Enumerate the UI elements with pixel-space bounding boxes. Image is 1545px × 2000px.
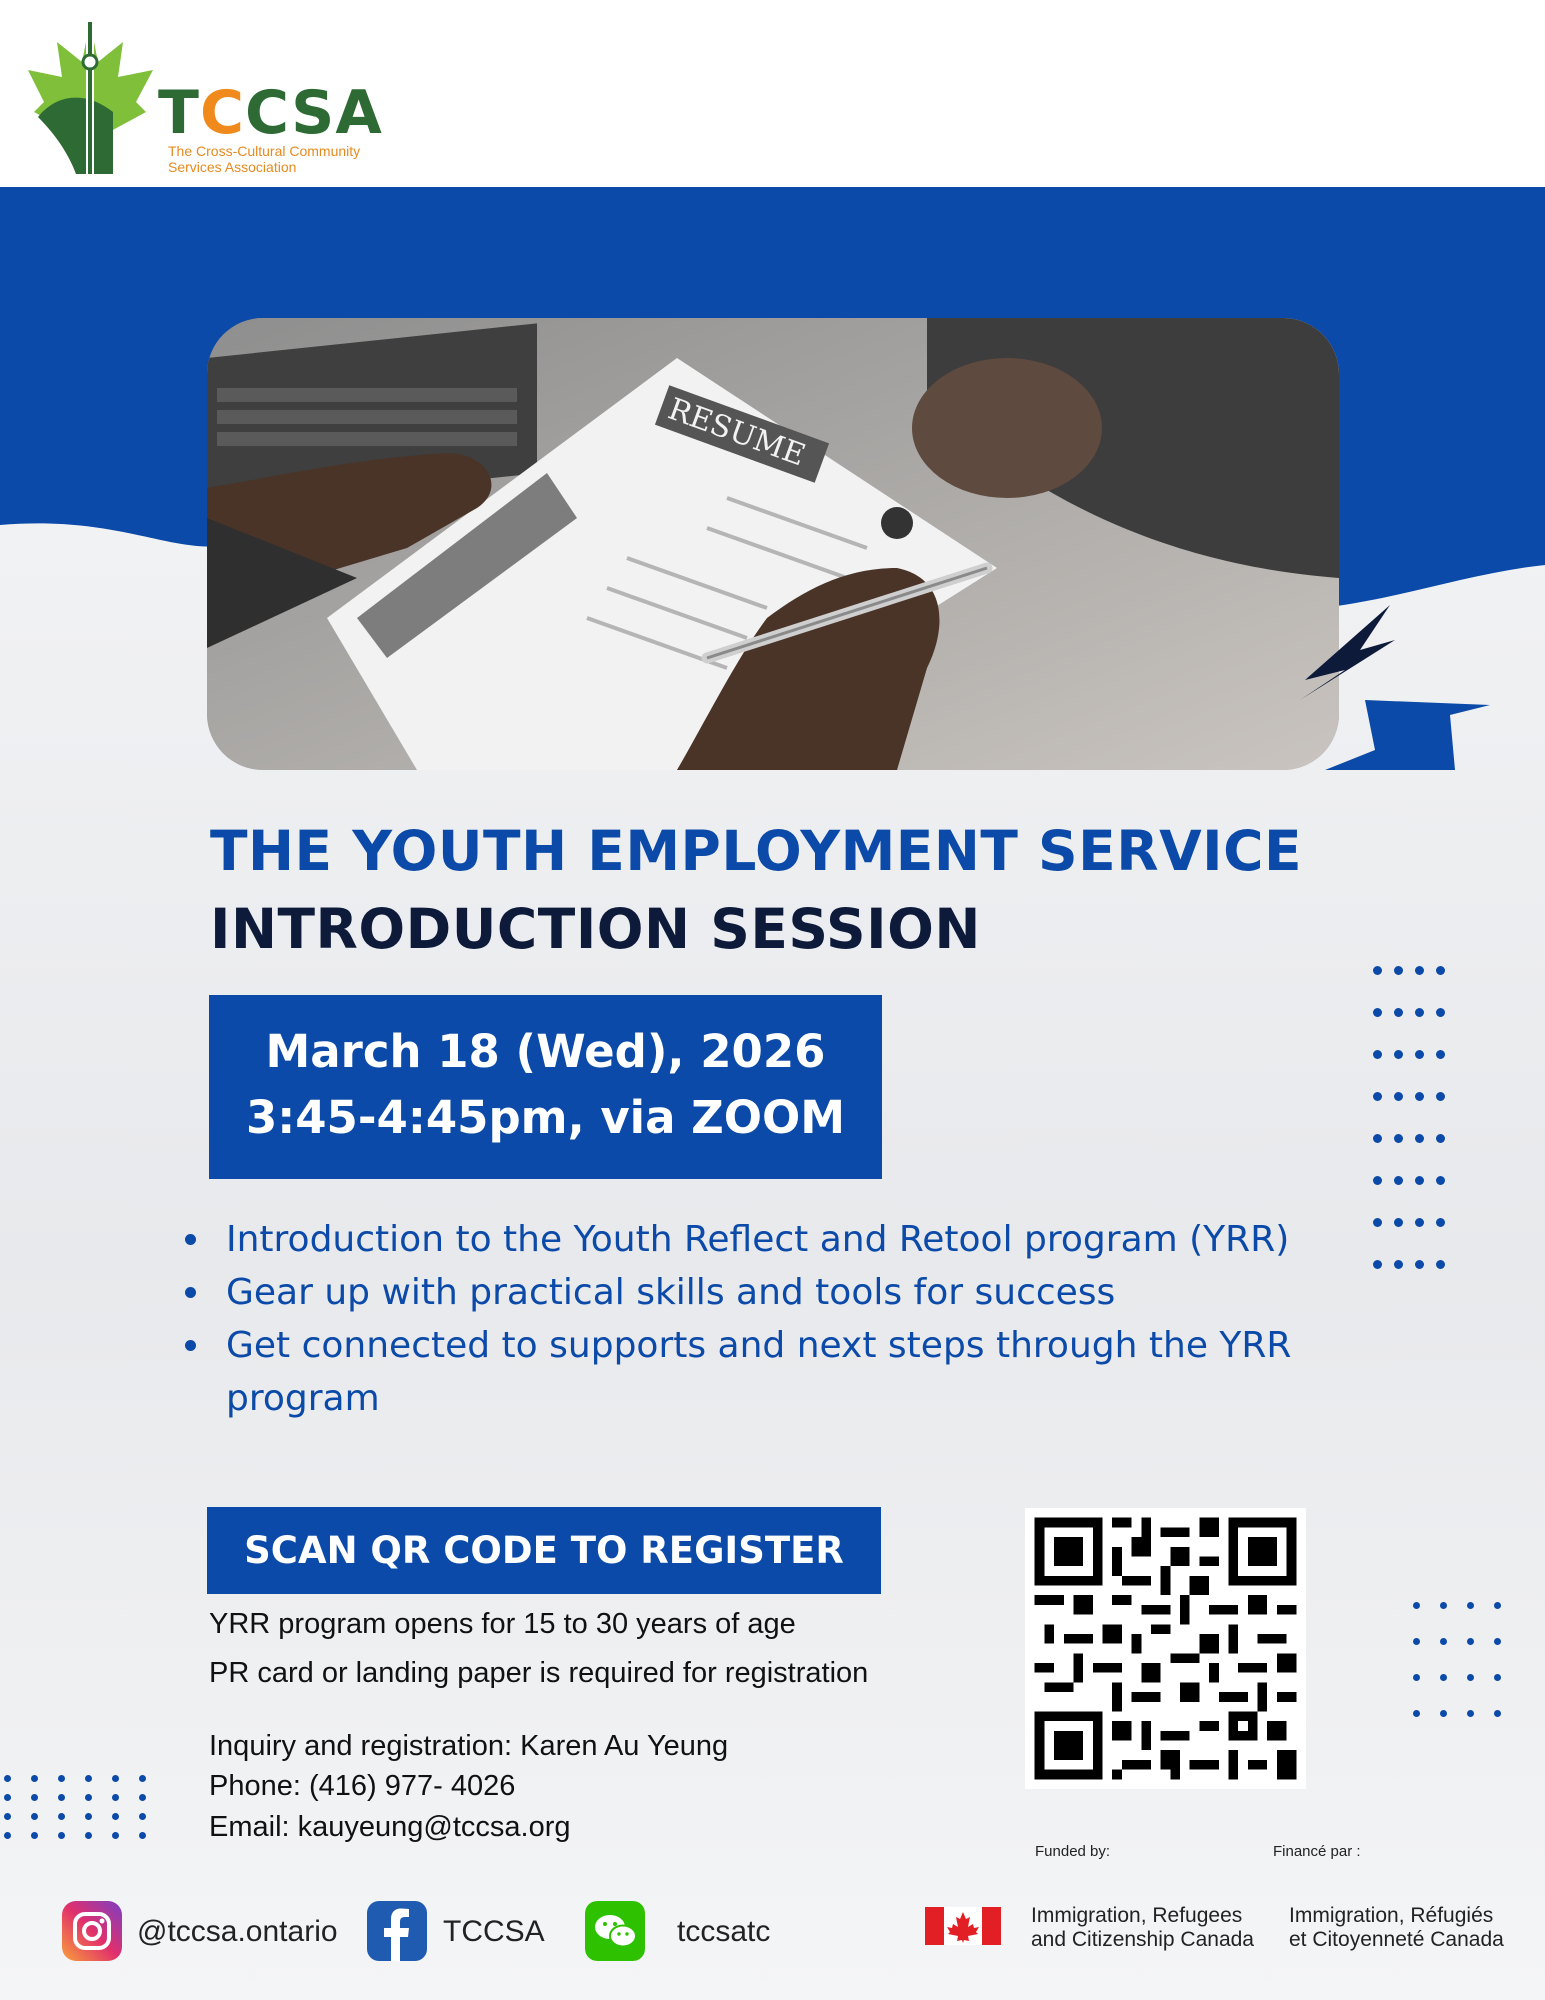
resume-label: RESUME xyxy=(663,391,810,474)
list-item xyxy=(183,1213,1363,1266)
title-line2: INTRODUCTION SESSION xyxy=(210,897,981,961)
title-line1: THE YOUTH EMPLOYMENT SERVICE xyxy=(210,819,1303,883)
instagram-icon[interactable] xyxy=(62,1901,122,1961)
qr-pattern xyxy=(1025,1508,1306,1789)
dot-grid-lower-right xyxy=(1413,1602,1501,1717)
benefits-list xyxy=(183,1213,1363,1425)
list-item-text: Get connected to supports and next steps through the YRR program xyxy=(226,1325,1292,1419)
event-time: 3:45-4:45pm, via ZOOM xyxy=(245,1091,846,1144)
dot-grid-left xyxy=(4,1775,146,1839)
wechat-icon[interactable] xyxy=(585,1901,645,1961)
list-item xyxy=(183,1319,1363,1425)
list-item xyxy=(183,1266,1363,1319)
hero-photo xyxy=(207,318,1339,770)
facebook-handle[interactable]: TCCSA xyxy=(443,1915,545,1948)
list-item-text: Gear up with practical skills and tools for success xyxy=(226,1272,1116,1313)
registration-qr-code[interactable] xyxy=(1025,1508,1306,1789)
finance-par-label: Financé par : xyxy=(1273,1843,1361,1860)
contact-inquiry: Inquiry and registration: Karen Au Yeung xyxy=(209,1730,729,1762)
funded-by-label: Funded by: xyxy=(1035,1843,1111,1860)
instagram-handle[interactable]: @tccsa.ontario xyxy=(137,1915,338,1948)
contact-phone: Phone: (416) 977- 4026 xyxy=(209,1770,516,1802)
dot-grid-right xyxy=(1373,966,1445,1269)
logo-subtitle xyxy=(168,143,388,175)
ircc-french xyxy=(1289,1904,1504,1952)
bullet-dot xyxy=(185,1234,196,1245)
ircc-english xyxy=(1031,1904,1254,1952)
event-datetime-box xyxy=(209,995,882,1179)
resume-illustration xyxy=(207,318,1339,770)
ircc-french-line1: Immigration, Réfugiés xyxy=(1289,1904,1494,1927)
contact-email: Email: kauyeung@tccsa.org xyxy=(209,1811,571,1843)
ircc-french-line2: et Citoyenneté Canada xyxy=(1289,1928,1504,1951)
bullet-dot xyxy=(185,1287,196,1298)
wechat-handle[interactable]: tccsatc xyxy=(677,1915,771,1948)
lightning-bolt-decoration xyxy=(1300,605,1500,775)
logo-subtitle-line2: Services Association xyxy=(168,159,297,175)
document-requirement: PR card or landing paper is required for registration xyxy=(209,1657,869,1689)
ircc-english-line1: Immigration, Refugees xyxy=(1031,1904,1243,1927)
scan-qr-register-banner: SCAN QR CODE TO REGISTER xyxy=(207,1507,881,1594)
bullet-dot xyxy=(185,1340,196,1351)
event-date: March 18 (Wed), 2026 xyxy=(265,1025,826,1078)
ircc-english-line2: and Citizenship Canada xyxy=(1031,1928,1254,1951)
tccsa-maple-leaf-logo xyxy=(28,22,153,174)
facebook-icon[interactable] xyxy=(367,1901,427,1961)
logo-subtitle-line1: The Cross-Cultural Community xyxy=(168,143,361,159)
age-requirement: YRR program opens for 15 to 30 years of age xyxy=(209,1608,796,1640)
canada-flag-icon xyxy=(925,1907,1001,1945)
logo-wordmark: TCCSA xyxy=(158,78,383,148)
list-item-text: Introduction to the Youth Reflect and Retool program (YRR) xyxy=(226,1219,1290,1260)
